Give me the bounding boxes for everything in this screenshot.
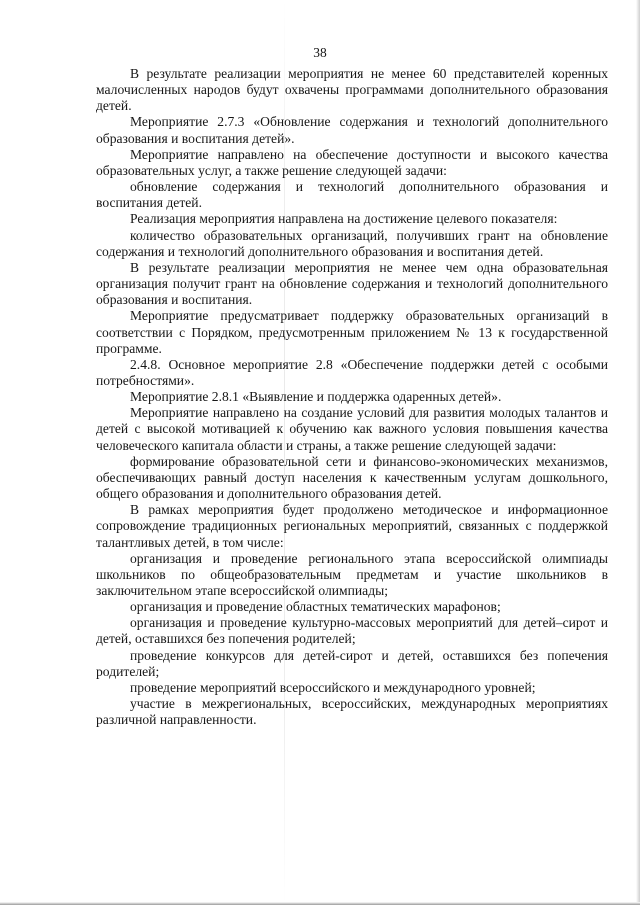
page-number: 38 <box>313 45 327 60</box>
paragraph: В результате реализации мероприятия не менее 60 представителей коренных малочисленных народов будут охвачены программами дополнительного образования детей. <box>96 66 608 114</box>
paragraph: В результате реализации мероприятия не менее чем одна образовательная организация получит грант на обновление содержания и технологий дополнительного образования и воспитания. <box>96 259 608 308</box>
scan-edge-right <box>636 0 640 905</box>
paragraph: организация и проведение культурно-массовых мероприятий для детей–сирот и детей, оставшихся без попечения родителей; <box>96 615 608 647</box>
paragraph: 2.4.8. Основное мероприятие 2.8 «Обеспечение поддержки детей с особыми потребностями». <box>96 356 608 388</box>
paragraph: организация и проведение регионального этапа всероссийской олимпиады школьников по общеобразовательным предметам и участие школьников в заключительном этапе всероссийской олимпиады; <box>96 550 608 598</box>
paragraph: Мероприятие направлено на обеспечение доступности и высокого качества образовательных услуг, а также решение следующей задачи: <box>96 146 608 178</box>
paragraph: формирование образовательной сети и финансово-экономических механизмов, обеспечивающих равный доступ населения к качественным услугам дошкольного, общего образования и дополнительного образования детей. <box>96 453 608 502</box>
paragraph: организация и проведение областных тематических марафонов; <box>130 599 501 615</box>
paragraph: В рамках мероприятия будет продолжено методическое и информационное сопровождение традиционных региональных мероприятий, связанных с поддержкой талантливых детей, в том числе: <box>96 502 608 550</box>
paragraph: Реализация мероприятия направлена на достижение целевого показателя: <box>130 211 558 227</box>
paragraph: участие в межрегиональных, всероссийских, международных мероприятиях различной направленности. <box>96 696 608 728</box>
paragraph: количество образовательных организаций, получивших грант на обновление содержания и технологий дополнительного образования и воспитания детей. <box>96 227 608 259</box>
document-body <box>96 66 608 728</box>
paragraph: Мероприятие 2.7.3 «Обновление содержания и технологий дополнительного образования и воспитания детей». <box>96 114 608 146</box>
paragraph: Мероприятие 2.8.1 «Выявление и поддержка одаренных детей». <box>130 389 502 405</box>
paragraph: Мероприятие предусматривает поддержку образовательных организаций в соответствии с Порядком, предусмотренным приложением № 13 к государственной программе. <box>96 308 608 356</box>
paragraph: проведение мероприятий всероссийского и международного уровней; <box>130 679 536 695</box>
paragraph: Мероприятие направлено на создание условий для развития молодых талантов и детей с высокой мотивацией к обучению как важного условия повышения качества человеческого капитала области и страны, а также решение следующей задачи: <box>96 405 608 453</box>
paragraph: обновление содержания и технологий дополнительного образования и воспитания детей. <box>96 179 608 211</box>
paragraph: проведение конкурсов для детей-сирот и детей, оставшихся без попечения родителей; <box>96 647 608 679</box>
